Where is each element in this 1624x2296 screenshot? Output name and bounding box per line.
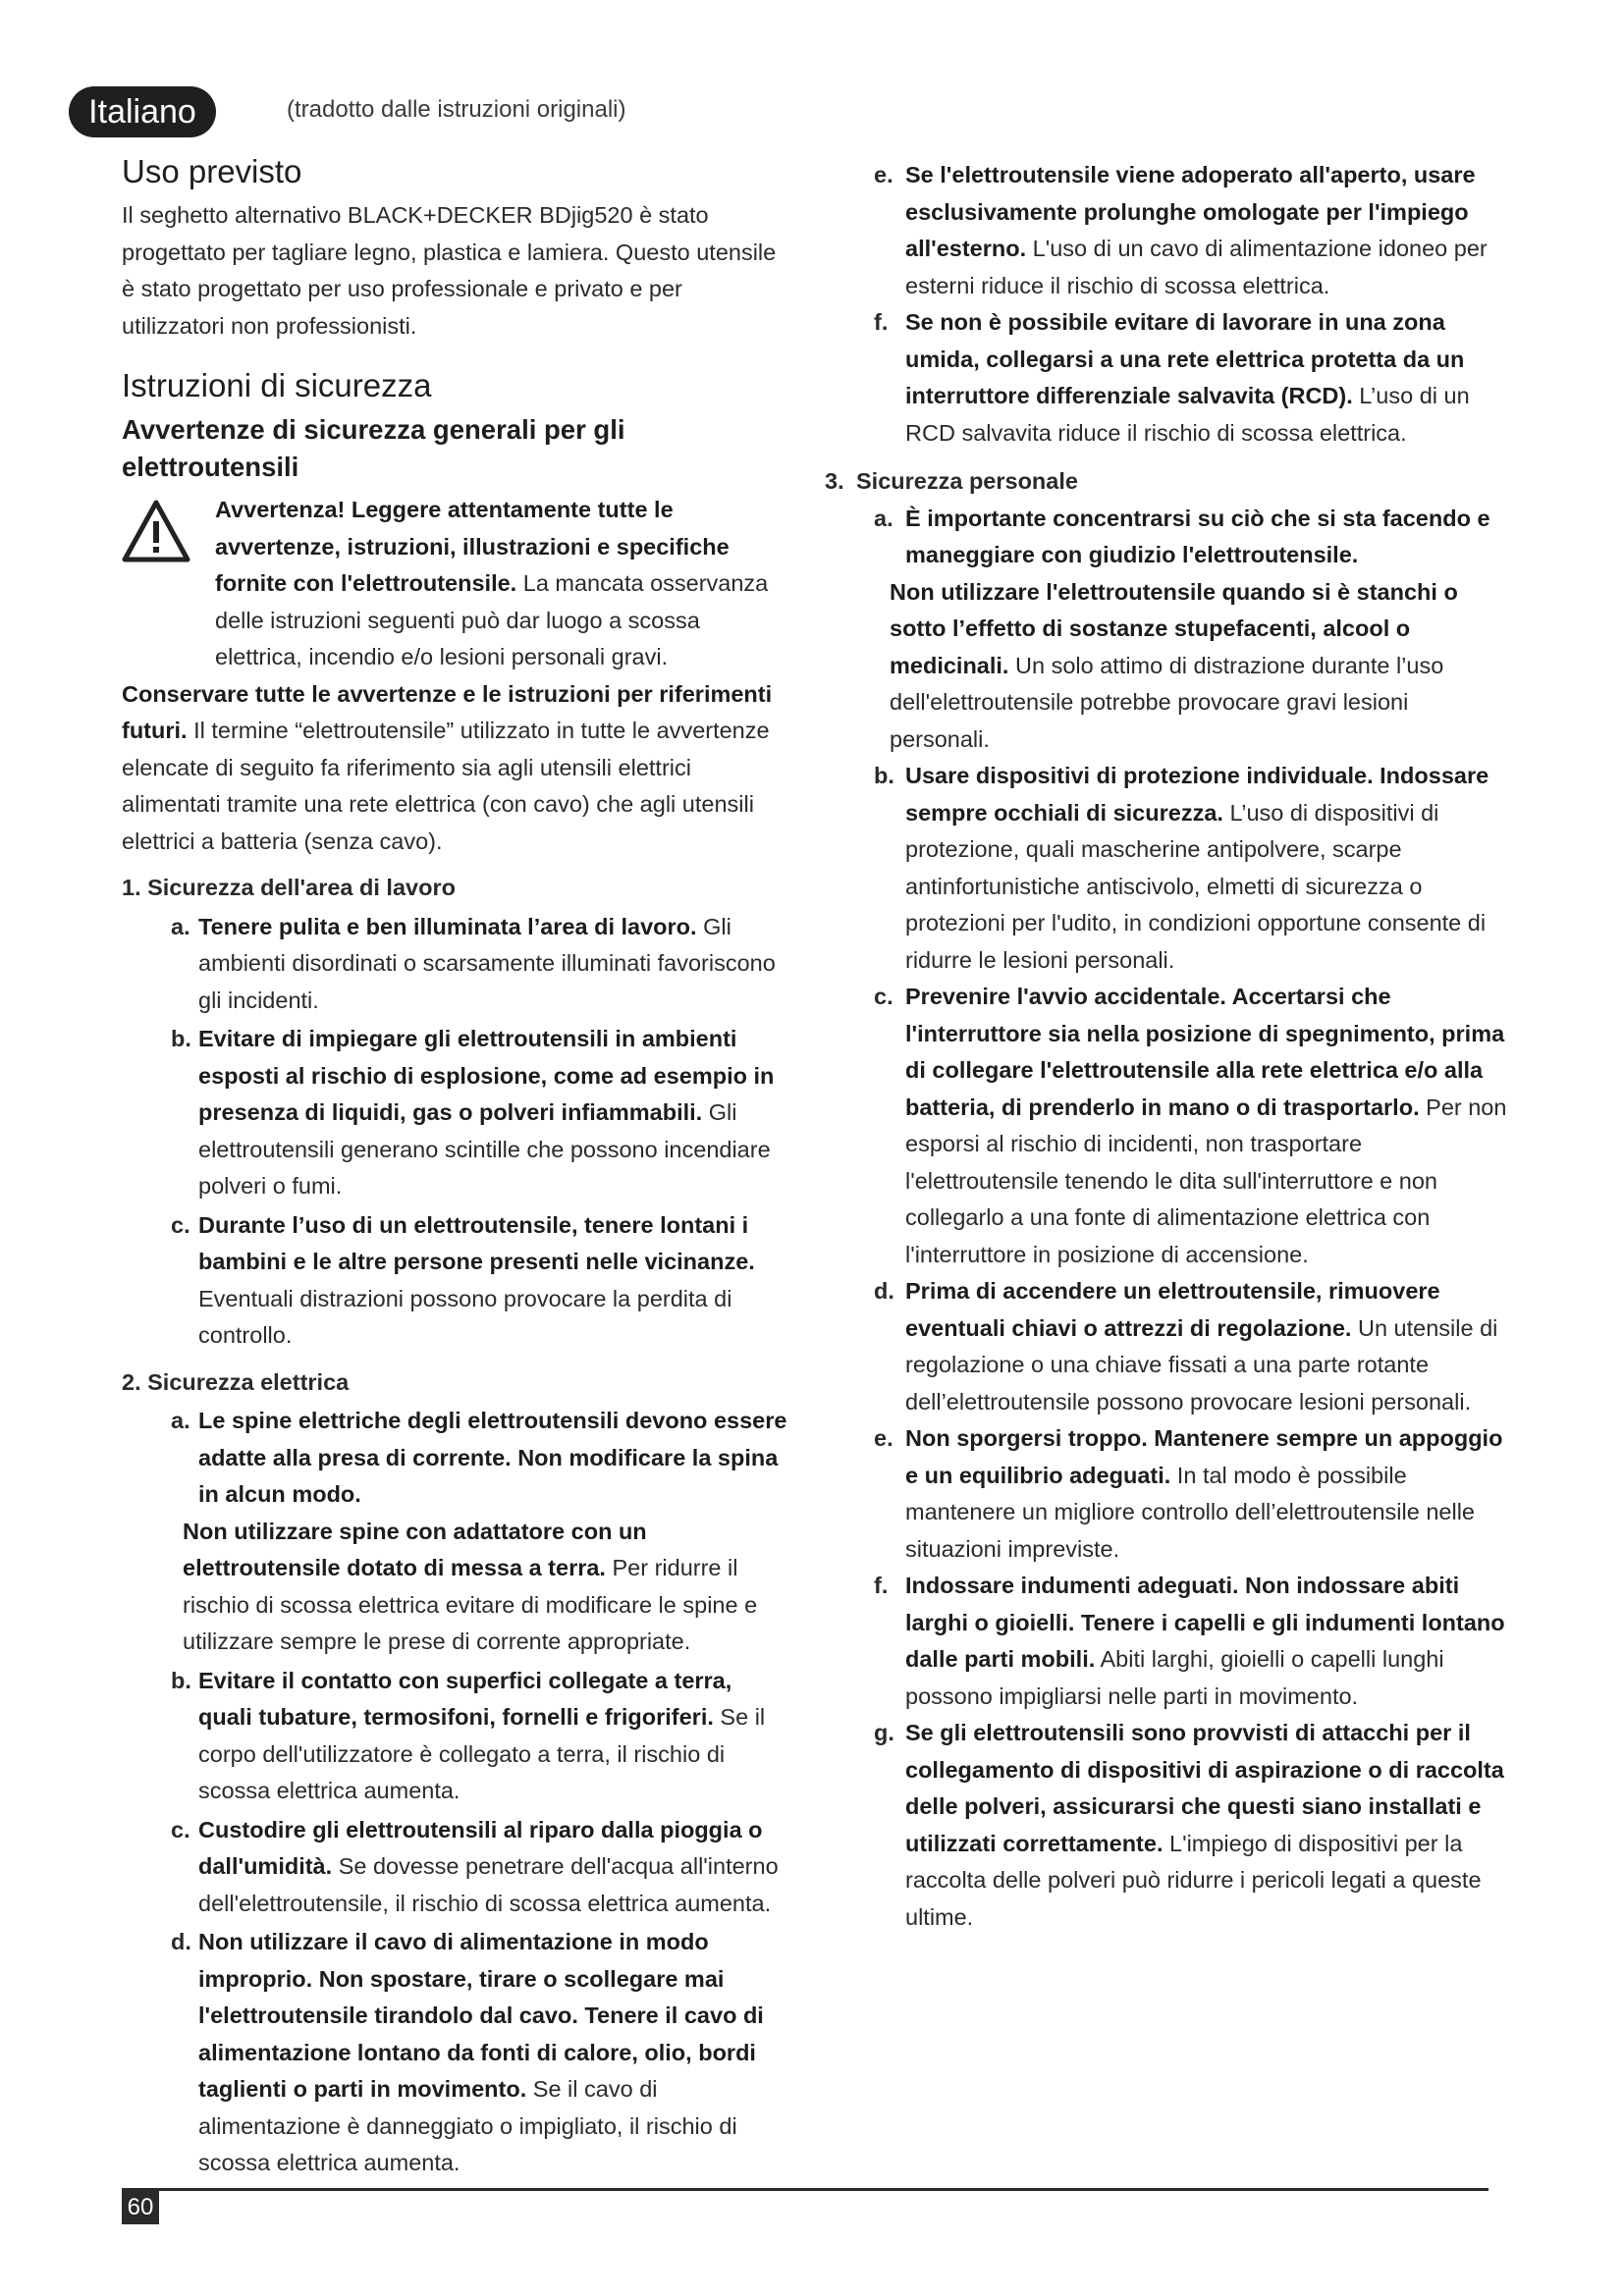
item-bold: Custodire gli elettroutensili al riparo dalla pioggia o dall'umidità. xyxy=(198,1816,763,1879)
item-3a xyxy=(825,501,1512,574)
item-3f xyxy=(825,1568,1512,1715)
item-label: c. xyxy=(171,1211,190,1238)
item-bold: Le spine elettriche degli elettroutensili devono essere adatte alla presa di corrente. Non modificare la spina in alcun modo. xyxy=(198,1408,787,1507)
item-2b xyxy=(122,1663,789,1810)
item-text: In tal modo è possibile mantenere un migliore controllo dell’elettroutensile nelle situazioni impreviste. xyxy=(905,1462,1475,1562)
item-1a xyxy=(122,909,789,1020)
item-text: Eventuali distrazioni possono provocare la perdita di controllo. xyxy=(198,1285,732,1348)
item-label: d. xyxy=(874,1278,894,1304)
item-bold: Tenere pulita e ben illuminata l’area di lavoro. xyxy=(198,913,697,939)
left-column xyxy=(122,152,789,2182)
item-text: Per ridurre il rischio di scossa elettrica evitare di modificare le spine e utilizzare sempre le prese di corrente appropriate. xyxy=(183,1555,758,1654)
item-3e xyxy=(825,1420,1512,1568)
item-label: c. xyxy=(874,984,893,1009)
item-1c xyxy=(122,1207,789,1355)
item-2a xyxy=(122,1403,789,1514)
item-label: f. xyxy=(874,1573,889,1598)
item-label: f. xyxy=(874,309,889,335)
item-3b xyxy=(825,758,1512,979)
item-2f xyxy=(825,304,1512,452)
item-label: e. xyxy=(874,162,893,187)
item-bold: Durante l’uso di un elettroutensile, tenere lontani i bambini e le altre persone presenti nelle vicinanze. xyxy=(198,1211,755,1274)
item-bold: Evitare di impiegare gli elettroutensili in ambienti esposti al rischio di esplosione, come ad esempio in presenza di liquidi, gas o polveri infiammabili. xyxy=(198,1026,775,1125)
item-text: Un solo attimo di distrazione durante l’uso dell'elettroutensile potrebbe provocare gravi lesioni personali. xyxy=(890,652,1444,752)
uso-paragraph: Il seghetto alternativo BLACK+DECKER BDjig520 è stato progettato per tagliare legno, plastica e lamiera. Questo utensile è stato progettato per uso professionale e privato e per utilizzatori non professionisti. xyxy=(122,202,777,339)
item-3c xyxy=(825,979,1512,1273)
section-number: 3. xyxy=(825,468,844,494)
item-bold: Non utilizzare spine con adattatore con un elettroutensile dotato di messa a terra. xyxy=(183,1518,647,1580)
item-bold: Non utilizzare il cavo di alimentazione in modo improprio. Non spostare, tirare o scollegare mai l'elettroutensile tirandolo dal cavo. Tenere il cavo di alimentazione lontano da fonti di calore, olio, bordi taglienti o parti in movimento. xyxy=(198,1929,764,2102)
item-label: a. xyxy=(874,505,893,531)
item-2a-continued xyxy=(122,1514,789,1661)
right-column xyxy=(825,157,1512,1936)
item-label: c. xyxy=(171,1816,190,1842)
item-text: Se il corpo dell'utilizzatore è collegato a terra, il rischio di scossa elettrica aumenta. xyxy=(198,1704,766,1803)
item-text: Gli elettroutensili generano scintille che possono incendiare polveri o fumi. xyxy=(198,1099,771,1199)
conserve-paragraph xyxy=(122,676,789,861)
page-number: 60 xyxy=(122,2191,159,2224)
item-text: Un utensile di regolazione o una chiave fissati a una parte rotante dell’elettroutensile possono provocare lesioni personali. xyxy=(905,1314,1498,1415)
item-bold: Prevenire l'avvio accidentale. Accertarsi che l'interruttore sia nella posizione di spegnimento, prima di collegare l'elettroutensile alla rete elettrica e/o alla batteria, di prenderlo in mano o di trasportarlo. xyxy=(905,984,1505,1120)
item-text: L'uso di un cavo di alimentazione idoneo per esterni riduce il rischio di scossa elettrica. xyxy=(905,236,1488,298)
item-label: a. xyxy=(171,1408,190,1433)
item-label: e. xyxy=(874,1425,893,1451)
item-3g xyxy=(825,1715,1512,1936)
item-label: b. xyxy=(171,1026,191,1051)
item-text: L'impiego di dispositivi per la raccolta delle polveri può ridurre i pericoli legati a queste ultime. xyxy=(905,1830,1482,1930)
item-label: d. xyxy=(171,1929,191,1954)
item-bold: Usare dispositivi di protezione individuale. Indossare sempre occhiali di sicurezza. xyxy=(905,763,1489,826)
item-text: L’uso di un RCD salvavita riduce il rischio di scossa elettrica. xyxy=(905,383,1470,446)
item-label: a. xyxy=(171,913,190,939)
item-label: g. xyxy=(874,1720,894,1745)
item-bold: È importante concentrarsi su ciò che si sta facendo e maneggiare con giudizio l'elettroutensile. xyxy=(905,505,1490,567)
conserve-text: Il termine “elettroutensile” utilizzato in tutte le avvertenze elencate di seguito fa riferimento sia agli utensili elettrici alimentati tramite una rete elettrica (con cavo) che agli utensili elettrici a batteria (senza cavo). xyxy=(122,718,770,854)
item-3d xyxy=(825,1273,1512,1420)
item-bold: Prima di accendere un elettroutensile, rimuovere eventuali chiavi o attrezzi di regolazione. xyxy=(905,1278,1440,1341)
warning-paragraph xyxy=(215,492,789,676)
item-bold: Indossare indumenti adeguati. Non indossare abiti larghi o gioielli. Tenere i capelli e gli indumenti lontano dalle parti mobili. xyxy=(905,1573,1505,1672)
section-title-istruzioni: Istruzioni di sicurezza xyxy=(122,367,432,403)
item-text: Gli ambienti disordinati o scarsamente illuminati favoriscono gli incidenti. xyxy=(198,913,776,1013)
item-3a-continued xyxy=(825,574,1512,759)
section-2-title: 2. Sicurezza elettrica xyxy=(122,1368,350,1395)
warning-bold: Avvertenza! Leggere attentamente tutte le avvertenze, istruzioni, illustrazioni e specifiche fornite con l'elettroutensile. xyxy=(215,497,730,596)
item-bold: Se non è possibile evitare di lavorare in una zona umida, collegarsi a una rete elettrica protetta da un interruttore differenziale salvavita (RCD). xyxy=(905,309,1465,408)
subsection-title-avvertenze: Avvertenze di sicurezza generali per gli elettroutensili xyxy=(122,414,625,482)
item-text: Per non esporsi al rischio di incidenti, non trasportare l'elettroutensile tenendo le dita sull'interruttore e non collegarlo a una fonte di alimentazione elettrica con l'interruttore in posizione di accensione. xyxy=(905,1094,1507,1267)
language-badge: Italiano xyxy=(69,86,216,137)
section-3-title xyxy=(825,463,1512,501)
translation-note: (tradotto dalle istruzioni originali) xyxy=(287,96,626,123)
item-label: b. xyxy=(874,763,894,788)
item-2c xyxy=(122,1812,789,1923)
item-1b xyxy=(122,1021,789,1205)
item-text: L’uso di dispositivi di protezione, quali mascherine antipolvere, scarpe antinfortunistiche antiscivolo, elmetti di sicurezza o protezioni per l'udito, in condizioni opportune consente di ridurre le lesioni personali. xyxy=(905,799,1487,973)
warning-block xyxy=(122,492,789,676)
section-title-text: Sicurezza personale xyxy=(856,468,1078,494)
item-text: Abiti larghi, gioielli o capelli lunghi possono impigliarsi nelle parti in movimento. xyxy=(905,1646,1444,1709)
item-2d xyxy=(122,1924,789,2182)
item-bold: Se gli elettroutensili sono provvisti di attacchi per il collegamento di dispositivi di aspirazione o di raccolta delle polveri, assicurarsi che questi siano installati e utilizzati correttamente. xyxy=(905,1720,1504,1856)
footer-divider xyxy=(122,2188,1489,2191)
item-text: Se il cavo di alimentazione è danneggiato o impigliato, il rischio di scossa elettrica aumenta. xyxy=(198,2076,737,2175)
item-bold: Non utilizzare l'elettroutensile quando si è stanchi o sotto l’effetto di sostanze stupefacenti, alcool o medicinali. xyxy=(890,578,1458,678)
section-title-uso: Uso previsto xyxy=(122,153,302,189)
item-label: b. xyxy=(171,1667,191,1693)
conserve-bold: Conservare tutte le avvertenze e le istruzioni per riferimenti futuri. xyxy=(122,680,773,743)
section-1-title: 1. Sicurezza dell'area di lavoro xyxy=(122,875,456,900)
item-bold: Se l'elettroutensile viene adoperato all'aperto, usare esclusivamente prolunghe omologate per l'impiego all'esterno. xyxy=(905,162,1476,261)
item-bold: Non sporgersi troppo. Mantenere sempre un appoggio e un equilibrio adeguati. xyxy=(905,1425,1503,1488)
warning-text: La mancata osservanza delle istruzioni seguenti può dar luogo a scossa elettrica, incendio e/o lesioni personali gravi. xyxy=(215,570,769,669)
item-bold: Evitare il contatto con superfici collegate a terra, quali tubature, termosifoni, fornelli e frigoriferi. xyxy=(198,1667,732,1730)
warning-triangle-icon xyxy=(122,500,190,562)
item-text: Se dovesse penetrare dell'acqua all'interno dell'elettroutensile, il rischio di scossa elettrica aumenta. xyxy=(198,1853,779,1916)
item-2e xyxy=(825,157,1512,304)
